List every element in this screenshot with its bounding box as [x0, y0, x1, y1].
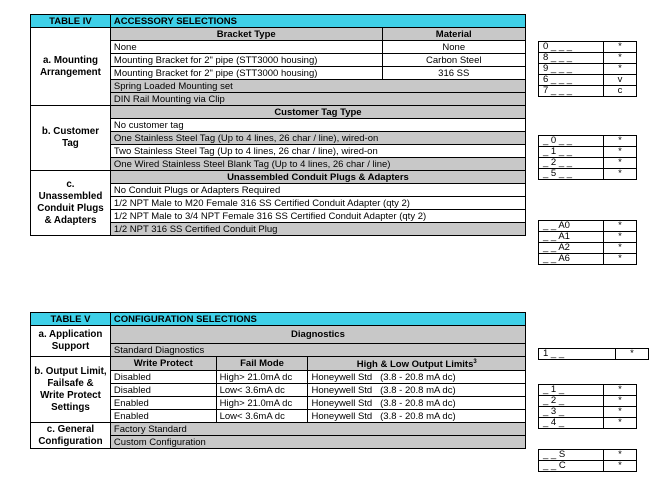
- availability-mark: *: [604, 53, 637, 64]
- availability-mark: *: [604, 147, 637, 158]
- tag-desc: Two Stainless Steel Tag (Up to 4 lines, 26 char / line), wired-on: [110, 145, 525, 158]
- selection-code: _ 2 _ _: [539, 158, 604, 169]
- general-config-desc: Custom Configuration: [110, 436, 525, 449]
- selection-code: _ _ A0: [539, 221, 604, 232]
- mounting-label: a. Mounting Arrangement: [31, 28, 111, 106]
- availability-mark: *: [604, 461, 637, 472]
- availability-mark: *: [604, 169, 637, 180]
- selection-code: 7 _ _ _: [539, 86, 604, 97]
- mounting-desc: Mounting Bracket for 2" pipe (STT3000 housing): [110, 67, 382, 80]
- output-codes: [538, 384, 637, 429]
- selection-code: 9 _ _ _: [539, 64, 604, 75]
- fail-mode-header: Fail Mode: [216, 357, 308, 371]
- mounting-codes: [538, 41, 637, 97]
- availability-mark: *: [604, 254, 637, 265]
- output-limits-text: High & Low Output Limits: [356, 359, 474, 371]
- general-config-label: c. General Configuration: [31, 423, 111, 449]
- diagnostics-header: Diagnostics: [110, 326, 525, 344]
- availability-mark: *: [616, 349, 649, 360]
- write-protect-value: Disabled: [110, 371, 216, 384]
- selection-code: _ _ C: [539, 461, 604, 472]
- conduit-desc: No Conduit Plugs or Adapters Required: [110, 184, 525, 197]
- table-v: [30, 312, 526, 449]
- conduit-codes: [538, 220, 637, 265]
- limits-value: Honeywell Std (3.8 - 20.8 mA dc): [308, 397, 526, 410]
- selection-code: 8 _ _ _: [539, 53, 604, 64]
- customer-tag-header: Customer Tag Type: [110, 106, 525, 119]
- write-protect-header: Write Protect: [110, 357, 216, 371]
- tag-desc: No customer tag: [110, 119, 525, 132]
- mounting-material: 316 SS: [382, 67, 526, 80]
- material-header: Material: [382, 28, 526, 41]
- availability-mark: *: [604, 243, 637, 254]
- conduit-header: Unassembled Conduit Plugs & Adapters: [110, 171, 525, 184]
- footnote-mark: 3: [473, 359, 477, 365]
- write-protect-value: Enabled: [110, 397, 216, 410]
- selection-code: 0 _ _ _: [539, 42, 604, 53]
- availability-mark: *: [604, 407, 637, 418]
- availability-mark: *: [604, 232, 637, 243]
- availability-mark: c: [604, 86, 637, 97]
- availability-mark: *: [604, 396, 637, 407]
- selection-code: _ 1 _: [539, 385, 604, 396]
- mounting-desc: DIN Rail Mounting via Clip: [110, 93, 525, 106]
- conduit-desc: 1/2 NPT Male to M20 Female 316 SS Certified Conduit Adapter (qty 2): [110, 197, 525, 210]
- selection-code: 6 _ _ _: [539, 75, 604, 86]
- fail-mode-value: High> 21.0mA dc: [216, 397, 308, 410]
- table-iv-title: ACCESSORY SELECTIONS: [110, 15, 525, 28]
- application-codes: [538, 348, 649, 360]
- selection-code: _ _ A1: [539, 232, 604, 243]
- table-iv: [30, 14, 526, 236]
- tag-desc: One Stainless Steel Tag (Up to 4 lines, 26 char / line), wired-on: [110, 132, 525, 145]
- selection-code: _ 5 _ _: [539, 169, 604, 180]
- limits-value: Honeywell Std (3.8 - 20.8 mA dc): [308, 371, 526, 384]
- application-label: a. Application Support: [31, 326, 111, 357]
- diagnostics-desc: Standard Diagnostics: [110, 344, 525, 357]
- selection-code: 1 _ _: [539, 349, 616, 360]
- limits-value: Honeywell Std (3.8 - 20.8 mA dc): [308, 384, 526, 397]
- availability-mark: *: [604, 385, 637, 396]
- table-v-title: CONFIGURATION SELECTIONS: [110, 313, 525, 326]
- availability-mark: *: [604, 418, 637, 429]
- availability-mark: *: [604, 42, 637, 53]
- tag-desc: One Wired Stainless Steel Blank Tag (Up to 4 lines, 26 char / line): [110, 158, 525, 171]
- mounting-desc: Mounting Bracket for 2" pipe (STT3000 housing): [110, 54, 382, 67]
- tag-codes: [538, 135, 637, 180]
- availability-mark: *: [604, 450, 637, 461]
- customer-tag-label: b. Customer Tag: [31, 106, 111, 171]
- conduit-desc: 1/2 NPT 316 SS Certified Conduit Plug: [110, 223, 525, 236]
- mounting-material: None: [382, 41, 526, 54]
- table-iv-label: TABLE IV: [31, 15, 111, 28]
- fail-mode-value: Low< 3.6mA dc: [216, 384, 308, 397]
- selection-code: _ _ A6: [539, 254, 604, 265]
- selection-code: _ 0 _ _: [539, 136, 604, 147]
- availability-mark: v: [604, 75, 637, 86]
- conduit-label: c. Unassembled Conduit Plugs & Adapters: [31, 171, 111, 236]
- availability-mark: *: [604, 136, 637, 147]
- conduit-desc: 1/2 NPT Male to 3/4 NPT Female 316 SS Certified Conduit Adapter (qty 2): [110, 210, 525, 223]
- availability-mark: *: [604, 158, 637, 169]
- limits-value: Honeywell Std (3.8 - 20.8 mA dc): [308, 410, 526, 423]
- availability-mark: *: [604, 221, 637, 232]
- availability-mark: *: [604, 64, 637, 75]
- mounting-material: Carbon Steel: [382, 54, 526, 67]
- selection-code: _ _ A2: [539, 243, 604, 254]
- selection-code: _ 3 _: [539, 407, 604, 418]
- bracket-type-header: Bracket Type: [110, 28, 382, 41]
- general-codes: [538, 449, 637, 472]
- selection-code: _ 4 _: [539, 418, 604, 429]
- output-limits-header: [308, 357, 526, 371]
- output-label: b. Output Limit, Failsafe & Write Protect Settings: [31, 357, 111, 423]
- selection-code: _ _ S: [539, 450, 604, 461]
- mounting-desc: Spring Loaded Mounting set: [110, 80, 525, 93]
- table-v-label: TABLE V: [31, 313, 111, 326]
- fail-mode-value: Low< 3.6mA dc: [216, 410, 308, 423]
- write-protect-value: Enabled: [110, 410, 216, 423]
- write-protect-value: Disabled: [110, 384, 216, 397]
- fail-mode-value: High> 21.0mA dc: [216, 371, 308, 384]
- selection-code: _ 1 _ _: [539, 147, 604, 158]
- selection-code: _ 2 _: [539, 396, 604, 407]
- general-config-desc: Factory Standard: [110, 423, 525, 436]
- mounting-desc: None: [110, 41, 382, 54]
